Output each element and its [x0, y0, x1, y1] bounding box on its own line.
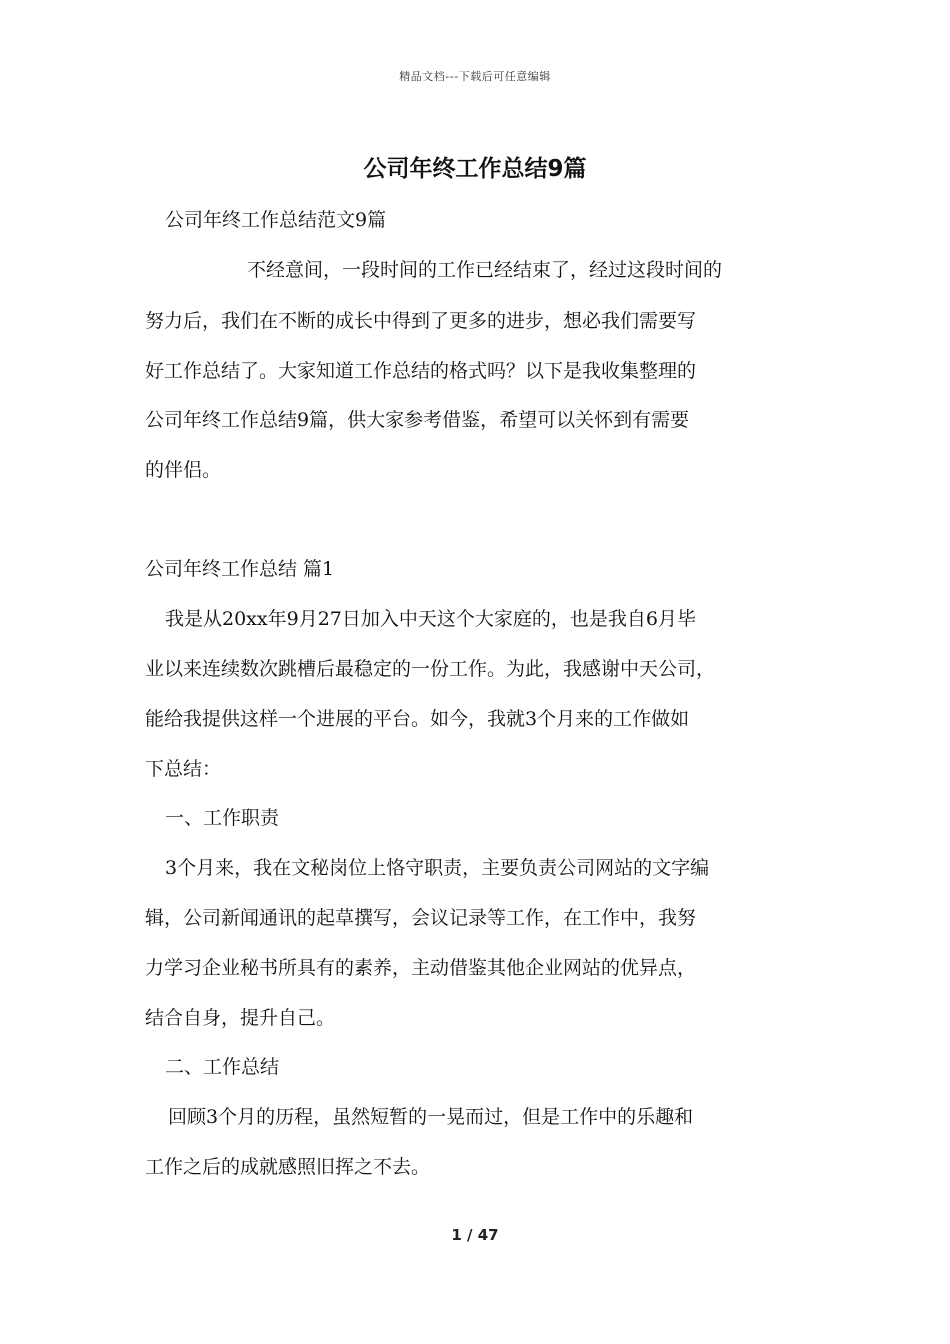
section-paragraph-line: 结合自身，提升自己。: [145, 1007, 336, 1029]
intro-paragraph-line: 好工作总结了。大家知道工作总结的格式吗？以下是我收集整理的: [145, 360, 697, 382]
intro-paragraph-line: 的伴侣。: [145, 459, 222, 481]
page-header: 精品文档---下载后可任意编辑: [399, 70, 551, 83]
section-paragraph-line: 3个月来，我在文秘岗位上恪守职责，主要负责公司网站的文字编: [165, 857, 710, 879]
subtitle-line: 公司年终工作总结范文9篇: [165, 209, 387, 231]
section-paragraph-line: 我是从20xx年9月27日加入中天这个大家庭的，也是我自6月毕: [165, 608, 696, 630]
intro-paragraph-line: 不经意间，一段时间的工作已经结束了，经过这段时间的: [247, 259, 723, 281]
section-paragraph-line: 能给我提供这样一个进展的平台。如今，我就3个月来的工作做如: [145, 708, 690, 730]
section-paragraph-line: 工作之后的成就感照旧挥之不去。: [145, 1156, 431, 1178]
section-paragraph-line: 业以来连续数次跳槽后最稳定的一份工作。为此，我感谢中天公司，: [145, 658, 716, 680]
subsection-heading: 一、工作职责: [165, 807, 280, 829]
section-paragraph-line: 下总结：: [145, 758, 222, 780]
section-paragraph-line: 回顾3个月的历程，虽然短暂的一晃而过，但是工作中的乐趣和: [168, 1106, 694, 1128]
page-number: 1 / 47: [451, 1226, 499, 1244]
subsection-heading: 二、工作总结: [165, 1056, 280, 1078]
intro-paragraph-line: 努力后，我们在不断的成长中得到了更多的进步，想必我们需要写: [145, 310, 697, 332]
section-paragraph-line: 力学习企业秘书所具有的素养，主动借鉴其他企业网站的优异点，: [145, 957, 697, 979]
section-heading: 公司年终工作总结 篇1: [145, 558, 335, 580]
document-title: 公司年终工作总结9篇: [363, 156, 587, 182]
section-paragraph-line: 辑，公司新闻通讯的起草撰写，会议记录等工作，在工作中，我努: [145, 907, 697, 929]
intro-paragraph-line: 公司年终工作总结9篇，供大家参考借鉴，希望可以关怀到有需要: [145, 409, 690, 431]
